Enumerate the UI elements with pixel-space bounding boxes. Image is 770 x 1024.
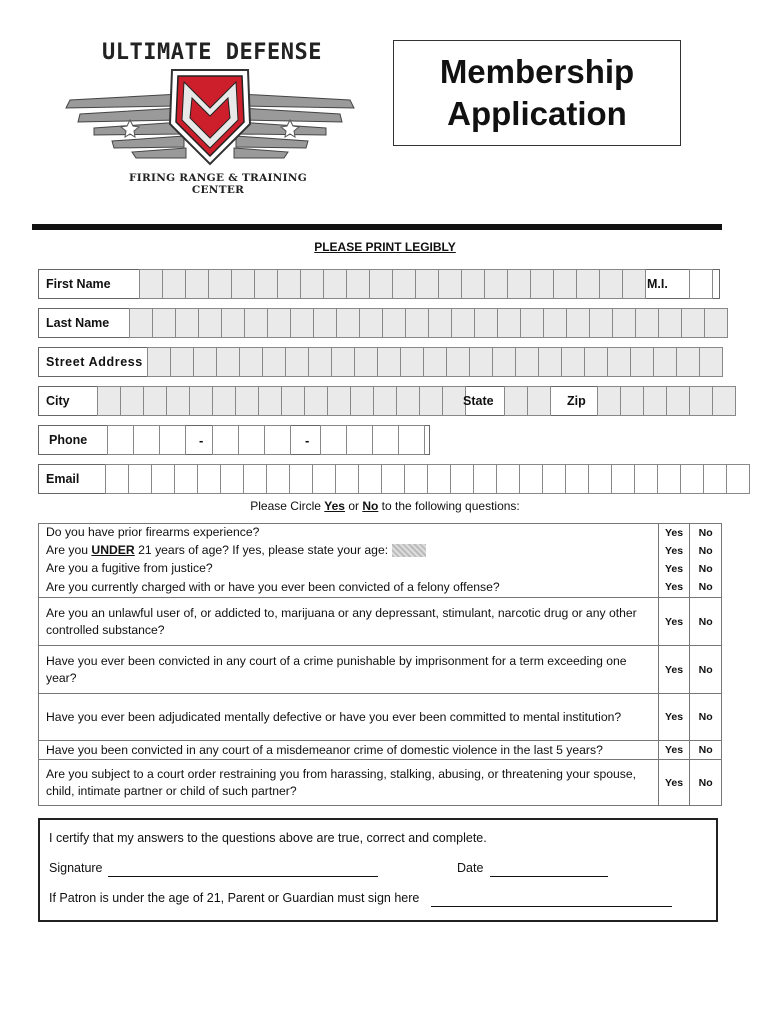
- char-box[interactable]: [427, 464, 451, 494]
- char-box[interactable]: [289, 464, 313, 494]
- char-box[interactable]: [404, 464, 428, 494]
- char-box[interactable]: [400, 347, 424, 377]
- q3-no[interactable]: No: [690, 560, 722, 578]
- char-box[interactable]: [689, 386, 713, 416]
- mi-box[interactable]: [690, 269, 713, 299]
- char-box[interactable]: [216, 347, 240, 377]
- phone-row: [38, 425, 430, 455]
- char-box[interactable]: [285, 347, 309, 377]
- char-box[interactable]: [327, 386, 351, 416]
- char-box[interactable]: [212, 425, 239, 455]
- char-box[interactable]: [323, 269, 347, 299]
- phone-dash: -: [305, 433, 310, 448]
- char-box[interactable]: [543, 308, 567, 338]
- q6-yes[interactable]: Yes: [658, 646, 690, 694]
- date-label: Date: [457, 861, 484, 875]
- q4-yes[interactable]: Yes: [658, 578, 690, 598]
- char-box[interactable]: [166, 386, 190, 416]
- char-box[interactable]: [492, 347, 516, 377]
- char-box[interactable]: [139, 269, 163, 299]
- char-box[interactable]: [185, 269, 209, 299]
- char-box[interactable]: [336, 308, 360, 338]
- q6-no[interactable]: No: [690, 646, 722, 694]
- phone-area-code-boxes[interactable]: [108, 425, 186, 455]
- char-box[interactable]: [461, 269, 485, 299]
- char-box[interactable]: [451, 308, 475, 338]
- char-box[interactable]: [634, 464, 658, 494]
- char-box[interactable]: [244, 308, 268, 338]
- char-box[interactable]: [147, 347, 171, 377]
- logo-emblem-icon: [60, 64, 360, 168]
- char-box[interactable]: [197, 464, 221, 494]
- q3-yes[interactable]: Yes: [658, 560, 690, 578]
- char-box[interactable]: [369, 269, 393, 299]
- char-box[interactable]: [611, 464, 635, 494]
- first-name-label: First Name: [46, 277, 111, 291]
- char-box[interactable]: [266, 464, 290, 494]
- char-box[interactable]: [530, 269, 554, 299]
- char-box[interactable]: [320, 425, 347, 455]
- char-box[interactable]: [680, 464, 704, 494]
- city-state-zip-row: [38, 386, 720, 416]
- char-box[interactable]: [504, 386, 528, 416]
- phone-prefix-boxes[interactable]: [213, 425, 291, 455]
- certification-statement: I certify that my answers to the questions above are true, correct and complete.: [49, 831, 487, 845]
- char-box[interactable]: [726, 464, 750, 494]
- question-8: Have you been convicted in any court of a misdemeanor crime of domestic violence in the last 5 years?: [39, 741, 659, 760]
- char-box[interactable]: [358, 464, 382, 494]
- char-box[interactable]: [542, 464, 566, 494]
- char-box[interactable]: [484, 269, 508, 299]
- email-boxes[interactable]: [106, 464, 750, 494]
- char-box[interactable]: [212, 386, 236, 416]
- char-box[interactable]: [643, 386, 667, 416]
- char-box[interactable]: [561, 347, 585, 377]
- char-box[interactable]: [174, 464, 198, 494]
- char-box[interactable]: [346, 425, 373, 455]
- char-box[interactable]: [699, 347, 723, 377]
- question-7: Have you ever been adjudicated mentally defective or have you ever been committed to mental institution?: [39, 694, 659, 741]
- q2-yes[interactable]: Yes: [658, 542, 690, 560]
- char-box[interactable]: [97, 386, 121, 416]
- char-box[interactable]: [405, 308, 429, 338]
- char-box[interactable]: [599, 269, 623, 299]
- char-box[interactable]: [243, 464, 267, 494]
- q1-yes[interactable]: Yes: [658, 524, 690, 542]
- char-box[interactable]: [588, 464, 612, 494]
- last-name-row: [38, 308, 720, 338]
- signature-line[interactable]: [108, 876, 378, 877]
- q9-no[interactable]: No: [690, 760, 722, 806]
- q9-yes[interactable]: Yes: [658, 760, 690, 806]
- q7-yes[interactable]: Yes: [658, 694, 690, 741]
- char-box[interactable]: [238, 425, 265, 455]
- state-boxes[interactable]: [505, 386, 551, 416]
- q8-yes[interactable]: Yes: [658, 741, 690, 760]
- char-box[interactable]: [519, 464, 543, 494]
- state-label: State: [463, 394, 494, 408]
- city-label: City: [46, 394, 70, 408]
- mi-label: M.I.: [647, 277, 668, 291]
- q5-yes[interactable]: Yes: [658, 598, 690, 646]
- char-box[interactable]: [496, 464, 520, 494]
- char-box[interactable]: [712, 386, 736, 416]
- q2-no[interactable]: No: [690, 542, 722, 560]
- char-box[interactable]: [630, 347, 654, 377]
- email-label: Email: [46, 472, 80, 486]
- street-address-boxes[interactable]: [148, 347, 723, 377]
- char-box[interactable]: [198, 308, 222, 338]
- char-box[interactable]: [258, 386, 282, 416]
- char-box[interactable]: [527, 386, 551, 416]
- char-box[interactable]: [346, 269, 370, 299]
- char-box[interactable]: [267, 308, 291, 338]
- char-box[interactable]: [666, 386, 690, 416]
- char-box[interactable]: [438, 269, 462, 299]
- char-box[interactable]: [423, 347, 447, 377]
- char-box[interactable]: [151, 464, 175, 494]
- question-5: Are you an unlawful user of, or addicted to, marijuana or any depressant, stimulant, narcotic drug or any other controlled substance?: [39, 598, 659, 646]
- char-box[interactable]: [515, 347, 539, 377]
- char-box[interactable]: [657, 464, 681, 494]
- char-box[interactable]: [162, 269, 186, 299]
- char-box[interactable]: [415, 269, 439, 299]
- street-address-label: Street Address: [46, 355, 143, 369]
- char-box[interactable]: [589, 308, 613, 338]
- char-box[interactable]: [193, 347, 217, 377]
- char-box[interactable]: [159, 425, 186, 455]
- date-line[interactable]: [490, 876, 608, 877]
- age-input[interactable]: [392, 544, 426, 557]
- q4-no[interactable]: No: [690, 578, 722, 598]
- char-box[interactable]: [446, 347, 470, 377]
- char-box[interactable]: [359, 308, 383, 338]
- char-box[interactable]: [635, 308, 659, 338]
- char-box[interactable]: [208, 269, 232, 299]
- char-box[interactable]: [676, 347, 700, 377]
- char-box[interactable]: [392, 269, 416, 299]
- q7-no[interactable]: No: [690, 694, 722, 741]
- circle-no: No: [362, 499, 379, 513]
- char-box[interactable]: [152, 308, 176, 338]
- certification-box: [38, 818, 718, 922]
- char-box[interactable]: [107, 425, 134, 455]
- char-box[interactable]: [304, 386, 328, 416]
- char-box[interactable]: [703, 464, 727, 494]
- char-box[interactable]: [565, 464, 589, 494]
- char-box[interactable]: [133, 425, 160, 455]
- q1-no[interactable]: No: [690, 524, 722, 542]
- char-box[interactable]: [350, 386, 374, 416]
- char-box[interactable]: [428, 308, 452, 338]
- char-box[interactable]: [704, 308, 728, 338]
- char-box[interactable]: [221, 308, 245, 338]
- char-box[interactable]: [473, 464, 497, 494]
- char-box[interactable]: [300, 269, 324, 299]
- logo-subtitle: FIRING RANGE & TRAINING CENTER: [128, 172, 308, 196]
- last-name-boxes[interactable]: [130, 308, 728, 338]
- zip-label: Zip: [567, 394, 586, 408]
- char-box[interactable]: [658, 308, 682, 338]
- street-address-row: [38, 347, 720, 377]
- char-box[interactable]: [231, 269, 255, 299]
- char-box[interactable]: [520, 308, 544, 338]
- phone-dash: -: [199, 433, 204, 448]
- guardian-signature-line[interactable]: [431, 906, 672, 907]
- signature-label: Signature: [49, 861, 103, 875]
- question-9: Are you subject to a court order restraining you from harassing, stalking, abusing, or threatening your spouse, child, intimate partner or child of such partner?: [39, 760, 659, 806]
- char-box[interactable]: [277, 269, 301, 299]
- char-box[interactable]: [576, 269, 600, 299]
- first-name-boxes[interactable]: [140, 269, 646, 299]
- question-6: Have you ever been convicted in any court of a crime punishable by imprisonment for a term exceeding one year?: [39, 646, 659, 694]
- char-box[interactable]: [308, 347, 332, 377]
- char-box[interactable]: [612, 308, 636, 338]
- char-box[interactable]: [622, 269, 646, 299]
- phone-line-boxes[interactable]: [321, 425, 425, 455]
- q5-no[interactable]: No: [690, 598, 722, 646]
- title-line-1: Membership: [439, 53, 635, 90]
- char-box[interactable]: [264, 425, 291, 455]
- char-box[interactable]: [120, 386, 144, 416]
- char-box[interactable]: [170, 347, 194, 377]
- last-name-label: Last Name: [46, 316, 110, 330]
- questions-table: [38, 523, 722, 806]
- city-boxes[interactable]: [98, 386, 466, 416]
- question-2: Are you UNDER 21 years of age? If yes, please state your age:: [39, 542, 659, 560]
- char-box[interactable]: [419, 386, 443, 416]
- print-note: PLEASE PRINT LEGIBLY: [314, 240, 456, 254]
- char-box[interactable]: [497, 308, 521, 338]
- char-box[interactable]: [584, 347, 608, 377]
- title-line-2: Application: [447, 95, 627, 132]
- char-box[interactable]: [607, 347, 631, 377]
- char-box[interactable]: [381, 464, 405, 494]
- circle-instructions: Please Circle Yes or No to the following questions:: [250, 499, 520, 513]
- char-box[interactable]: [507, 269, 531, 299]
- question-3: Are you a fugitive from justice?: [39, 560, 659, 578]
- divider: [32, 224, 722, 230]
- char-box[interactable]: [312, 464, 336, 494]
- char-box[interactable]: [538, 347, 562, 377]
- char-box[interactable]: [372, 425, 399, 455]
- char-box[interactable]: [175, 308, 199, 338]
- circle-yes: Yes: [324, 499, 345, 513]
- char-box[interactable]: [469, 347, 493, 377]
- question-1: Do you have prior firearms experience?: [39, 524, 659, 542]
- char-box[interactable]: [262, 347, 286, 377]
- char-box[interactable]: [235, 386, 259, 416]
- char-box[interactable]: [189, 386, 213, 416]
- q8-no[interactable]: No: [690, 741, 722, 760]
- title-box: [393, 40, 681, 146]
- logo-title: ULTIMATE DEFENSE: [102, 40, 322, 65]
- char-box[interactable]: [105, 464, 129, 494]
- char-box[interactable]: [653, 347, 677, 377]
- guardian-label: If Patron is under the age of 21, Parent or Guardian must sign here: [49, 891, 420, 905]
- char-box[interactable]: [382, 308, 406, 338]
- char-box[interactable]: [143, 386, 167, 416]
- char-box[interactable]: [620, 386, 644, 416]
- char-box[interactable]: [254, 269, 278, 299]
- char-box[interactable]: [290, 308, 314, 338]
- email-row: [38, 464, 720, 494]
- zip-boxes[interactable]: [598, 386, 736, 416]
- char-box[interactable]: [354, 347, 378, 377]
- char-box[interactable]: [220, 464, 244, 494]
- char-box[interactable]: [566, 308, 590, 338]
- char-box[interactable]: [129, 308, 153, 338]
- char-box[interactable]: [597, 386, 621, 416]
- char-box[interactable]: [689, 269, 713, 299]
- char-box[interactable]: [313, 308, 337, 338]
- char-box[interactable]: [331, 347, 355, 377]
- char-box[interactable]: [553, 269, 577, 299]
- char-box[interactable]: [398, 425, 425, 455]
- char-box[interactable]: [474, 308, 498, 338]
- char-box[interactable]: [681, 308, 705, 338]
- char-box[interactable]: [396, 386, 420, 416]
- char-box[interactable]: [373, 386, 397, 416]
- char-box[interactable]: [281, 386, 305, 416]
- first-name-row: [38, 269, 720, 299]
- question-4: Are you currently charged with or have you ever been convicted of a felony offense?: [39, 578, 659, 598]
- char-box[interactable]: [239, 347, 263, 377]
- char-box[interactable]: [335, 464, 359, 494]
- char-box[interactable]: [128, 464, 152, 494]
- char-box[interactable]: [377, 347, 401, 377]
- char-box[interactable]: [450, 464, 474, 494]
- phone-label: Phone: [49, 433, 88, 447]
